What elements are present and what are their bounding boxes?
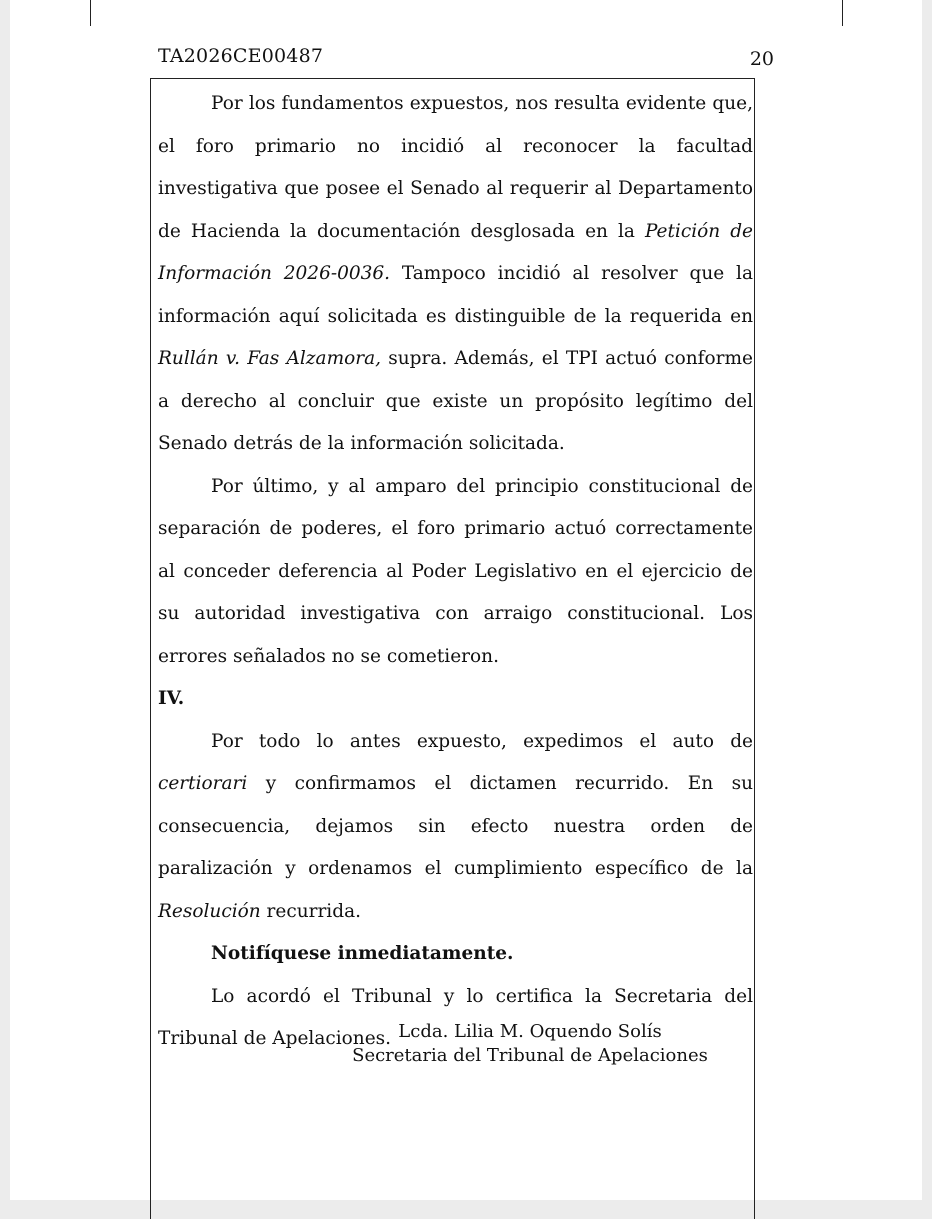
document-body xyxy=(158,83,753,1061)
top-margin-line-left xyxy=(90,0,91,26)
case-number: TA2026CE00487 xyxy=(158,45,324,67)
signature-block xyxy=(320,1020,740,1068)
signatory-title: Secretaria del Tribunal de Apelaciones xyxy=(352,1045,708,1066)
paragraph-conclusion: Por los fundamentos expuestos, nos resulta evidente que, el foro primario no incidió al reconocer la facultad investigativa que posee el Senado al requerir al Departamento de Hacienda la documentación desglosada en la Petición de Información 2026-0036. Tampoco incidió al resolver que la información aquí solicitada es distinguible de la requerida en Rullán v. Fas Alzamora, supra. Además, el TPI actuó conforme a derecho al concluir que existe un propósito legítimo del Senado detrás de la información solicitada. xyxy=(158,93,753,454)
notify-line: Notifíquese inmediatamente. xyxy=(211,943,514,964)
paragraph-certification: Lo acordó el Tribunal y lo certifica la Secretaria del Tribunal de Apelaciones. xyxy=(158,985,753,1049)
page-number: 20 xyxy=(749,48,774,70)
paragraph-separation-of-powers: Por último, y al amparo del principio constitucional de separación de poderes, el foro primario actuó correctamente al conceder deferencia al Poder Legislativo en el ejercicio de su autoridad investigativa con arraigo constitucional. Los errores señalados no se cometieron. xyxy=(158,475,753,667)
paragraph-disposition: Por todo lo antes expuesto, expedimos el auto de certiorari y confirmamos el dictamen recurrido. En su consecuencia, dejamos sin efecto nuestra orden de paralización y ordenamos el cumplimiento específico de la Resolución recurrida. xyxy=(158,730,753,922)
signatory-name: Lcda. Lilia M. Oquendo Solís xyxy=(398,1021,662,1042)
section-heading: IV. xyxy=(158,688,185,709)
top-margin-line-right xyxy=(842,0,843,26)
